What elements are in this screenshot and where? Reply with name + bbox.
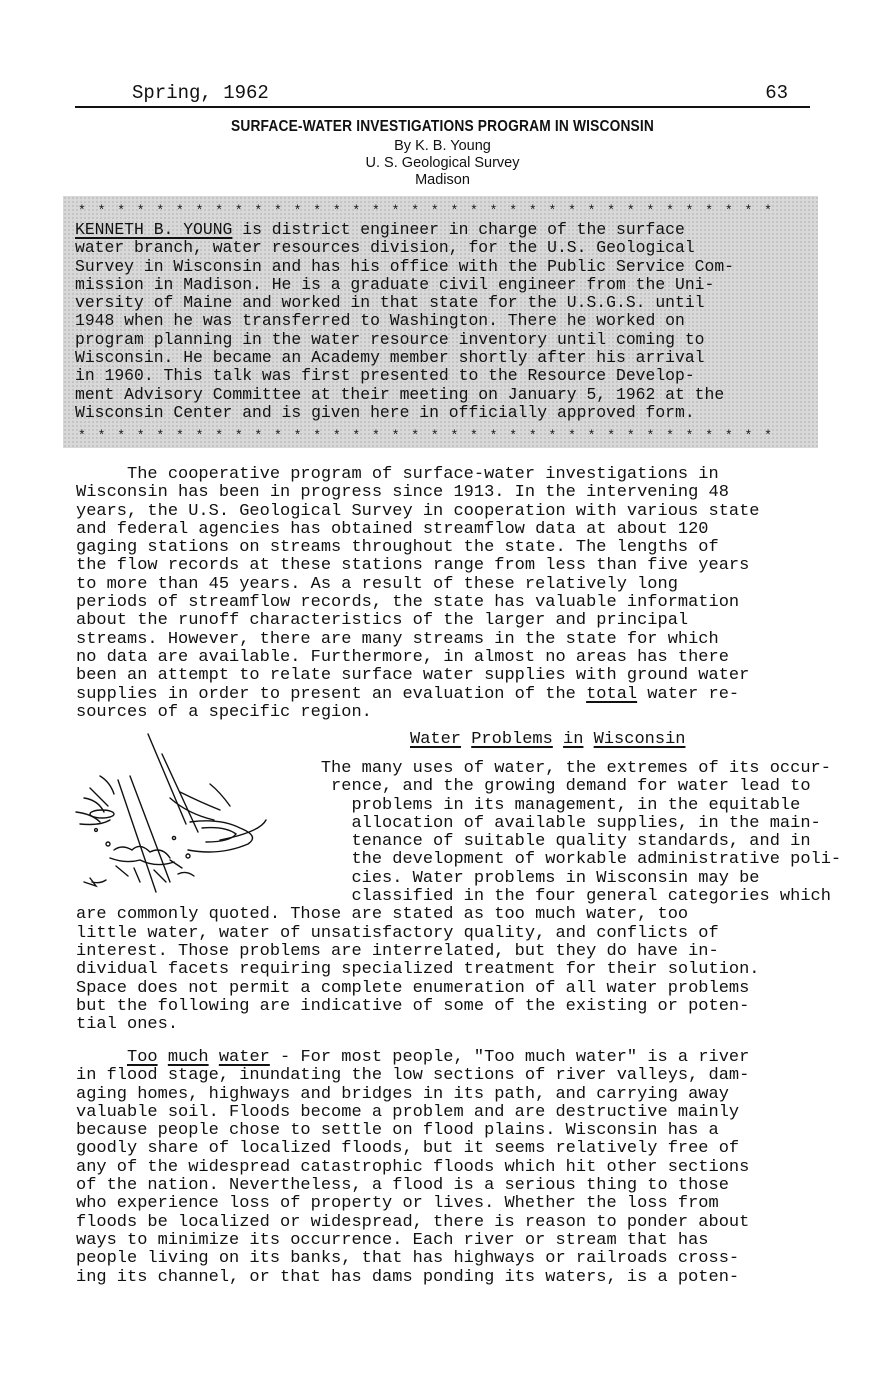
paragraph-line: streams. However, there are many streams in the state for which <box>76 629 719 649</box>
paragraph-line: who experience loss of property or lives. Whether the loss from <box>76 1194 719 1214</box>
paragraph-line <box>76 686 816 704</box>
article-heading <box>0 116 885 189</box>
paragraph-line: in flood stage, inundating the low sections of river valleys, dam- <box>76 1066 750 1086</box>
bio-line: Wisconsin Center and is given here in officially approved form. <box>75 402 695 422</box>
paragraph-line: dividual facets requiring specialized treatment for their solution. <box>76 960 760 980</box>
paragraph-line: Space does not permit a complete enumeration of all water problems <box>76 978 750 998</box>
bio-line: mission in Madison. He is a graduate civil engineer from the Uni- <box>75 274 715 294</box>
paragraph-line: any of the widespread catastrophic floods which hit other sections <box>76 1157 750 1177</box>
bio-line: in 1960. This talk was first presented to the Resource Develop- <box>75 366 695 386</box>
section-heading <box>410 730 685 750</box>
paragraph-line: people living on its banks, that has highways or railroads cross- <box>76 1249 740 1269</box>
paragraph-line: The many uses of water, the extremes of its occur- <box>76 759 831 778</box>
paragraph-line: gaging stations on streams throughout the state. The lengths of <box>76 538 719 558</box>
bio-name: KENNETH B. YOUNG <box>75 220 233 239</box>
paragraph-line: but the following are indicative of some of the existing or poten- <box>76 996 750 1016</box>
underlined-word: total <box>586 684 638 704</box>
heading-word: Problems <box>471 730 553 749</box>
paragraph-line: valuable soil. Floods become a problem and are destructive mainly <box>76 1102 740 1122</box>
paragraph-line <box>76 1049 816 1067</box>
paragraph-line: to more than 45 years. As a result of these relatively long <box>76 574 678 594</box>
line-text: is district engineer in charge of the surface <box>232 220 685 239</box>
paragraph-line: floods be localized or widespread, there is reason to ponder about <box>76 1212 750 1232</box>
issue-date: Spring, 1962 <box>132 82 269 104</box>
run-in-heading-word: water <box>218 1048 270 1067</box>
paragraph-line: interest. Those problems are interrelated, but they do have in- <box>76 941 719 961</box>
location-line: Madison <box>415 172 470 188</box>
paragraph-line: been an attempt to relate surface water supplies with ground water <box>76 666 750 686</box>
paragraph-line: the flow records at these stations range from less than five years <box>76 556 750 576</box>
running-header <box>75 80 810 108</box>
article-title: SURFACE-WATER INVESTIGATIONS PROGRAM IN WISCONSIN <box>230 118 655 135</box>
intro-paragraph <box>76 466 816 722</box>
paragraph-line: The cooperative program of surface-water investigations in <box>76 465 719 484</box>
paragraph-line: tenance of suitable quality standards, and in <box>76 832 811 852</box>
paragraph-line: periods of streamflow records, the state has valuable information <box>76 593 740 613</box>
run-in-heading-word: much <box>167 1048 209 1067</box>
page-number: 63 <box>765 82 788 104</box>
paragraph-line: are commonly quoted. Those are stated as too much water, too <box>76 905 689 925</box>
paragraph-line: about the runoff characteristics of the larger and principal <box>76 611 689 631</box>
run-in-heading-word: Too <box>127 1048 158 1067</box>
paragraph-line: the development of workable administrative poli- <box>76 850 842 870</box>
paragraph-line: classified in the four general categories which <box>76 887 831 907</box>
paragraph-line: cies. Water problems in Wisconsin may be <box>76 868 760 888</box>
paragraph-line: problems in its management, in the equitable <box>76 795 801 815</box>
line-text: - For most people, "Too much water" is a river <box>269 1048 750 1067</box>
heading-word: Water <box>410 730 462 749</box>
paragraph-line: little water, water of unsatisfactory quality, and conflicts of <box>76 923 719 943</box>
line-text: water re- <box>637 684 740 704</box>
bio-line: Wisconsin. He became an Academy member shortly after his arrival <box>75 348 705 368</box>
bio-line: Survey in Wisconsin and has his office with the Public Service Com- <box>75 256 735 276</box>
too-much-water-paragraph <box>76 1049 816 1287</box>
bio-line: program planning in the water resource inventory until coming to <box>75 329 705 349</box>
paragraph-line: ways to minimize its occurrence. Each river or stream that has <box>76 1230 709 1250</box>
star-divider-top: * * * * * * * * * * * * * * * * * * * * * * * * * * * * * * * * * * * * <box>78 204 774 218</box>
paragraph-line: ing its channel, or that has dams ponding its waters, is a poten- <box>76 1267 740 1287</box>
problems-paragraph <box>76 759 842 1035</box>
star-divider-bottom: * * * * * * * * * * * * * * * * * * * * * * * * * * * * * * * * * * * * <box>78 429 774 443</box>
paragraph-line: no data are available. Furthermore, in almost no areas has there <box>76 647 729 667</box>
affiliation-line: U. S. Geological Survey <box>365 155 520 171</box>
author-bio-text <box>75 221 815 422</box>
bio-line <box>75 221 815 239</box>
paragraph-line: sources of a specific region. <box>76 702 372 722</box>
bio-line: water branch, water resources division, for the U.S. Geological <box>75 238 695 258</box>
bio-line: 1948 when he was transferred to Washington. There he worked on <box>75 311 685 331</box>
author-line: By K. B. Young <box>394 138 491 154</box>
paragraph-line: allocation of available supplies, in the main- <box>76 813 821 833</box>
paragraph-line: tial ones. <box>76 1015 179 1035</box>
paragraph-line: rence, and the growing demand for water lead to <box>76 777 811 797</box>
heading-word: Wisconsin <box>593 730 686 749</box>
line-text: supplies in order to present an evaluation of the <box>76 684 587 704</box>
author-bio-box <box>63 196 818 448</box>
bio-line: versity of Maine and worked in that state for the U.S.G.S. until <box>75 293 705 313</box>
heading-word: in <box>563 730 584 749</box>
paragraph-line: because people chose to settle on flood plains. Wisconsin has a <box>76 1121 719 1141</box>
bio-line: ment Advisory Committee at their meeting on January 5, 1962 at the <box>75 384 725 404</box>
paragraph-line: years, the U.S. Geological Survey in cooperation with various state <box>76 501 760 521</box>
paragraph-line: Wisconsin has been in progress since 1913. In the intervening 48 <box>76 483 729 503</box>
paragraph-line: aging homes, highways and bridges in its path, and carrying away <box>76 1084 729 1104</box>
paragraph-line: and federal agencies has obtained streamflow data at about 120 <box>76 519 709 539</box>
paragraph-line: of the nation. Nevertheless, a flood is a serious thing to those <box>76 1176 729 1196</box>
paragraph-line: goodly share of localized floods, but it seems relatively free of <box>76 1139 740 1159</box>
